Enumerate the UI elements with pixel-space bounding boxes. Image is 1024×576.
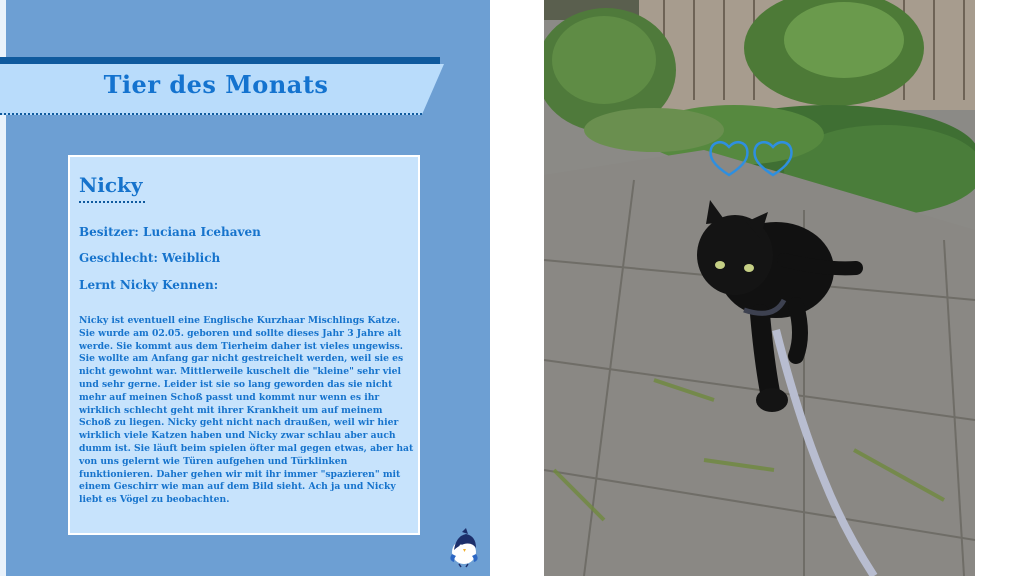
- cat-photo: [544, 0, 975, 576]
- double-heart-outline-icon: [707, 137, 795, 179]
- pet-description: Nicky ist eventuell eine Englische Kurzhaar Mischlings Katze. Sie wurde am 02.05. geboren und sollte dieses Jahr 3 Jahre alt werde. Sie kommt aus dem Tierheim daher ist vieles ungewiss. Sie wollte am Anfang gar nicht gestreichelt werden, weil sie es nicht gewohnt war. Mittlerweile kuschelt die "kleine" sehr viel und sehr gerne. Leider ist sie so lang geworden das sie nicht mehr auf meinen Schoß passt und kommt nur wenn es ihr wirklich schlecht geht mit ihrer Krankheit um auf meinem Schoß zu liegen. Nicky geht nicht nach draußen, weil wir hier wirklich viele Katzen haben und Nicky zwar schlau aber auch dumm ist. Sie läuft beim spielen öfter mal gegen etwas, aber hat von uns gelernt wie Türen aufgehen und Türklinken funktionieren. Daher gehen wir mit ihr immer "spazieren" mit einem Geschirr wie man auf dem Bild sieht. Ach ja und Nicky liebt es Vögel zu beobachten.: [79, 315, 414, 506]
- intro-heading: Lernt Nicky Kennen:: [79, 278, 219, 292]
- banner-dotted-line: [0, 113, 422, 115]
- page-title: Tier des Monats: [103, 70, 329, 99]
- owner-line: Besitzer: Luciana Icehaven: [79, 225, 261, 239]
- name-dotted-underline: [79, 201, 145, 203]
- banner-stripe: [0, 57, 440, 65]
- bird-mascot-icon: [446, 528, 482, 568]
- gender-line: Geschlecht: Weiblich: [79, 251, 221, 265]
- profile-card: [68, 155, 420, 535]
- pet-name: Nicky: [79, 173, 143, 197]
